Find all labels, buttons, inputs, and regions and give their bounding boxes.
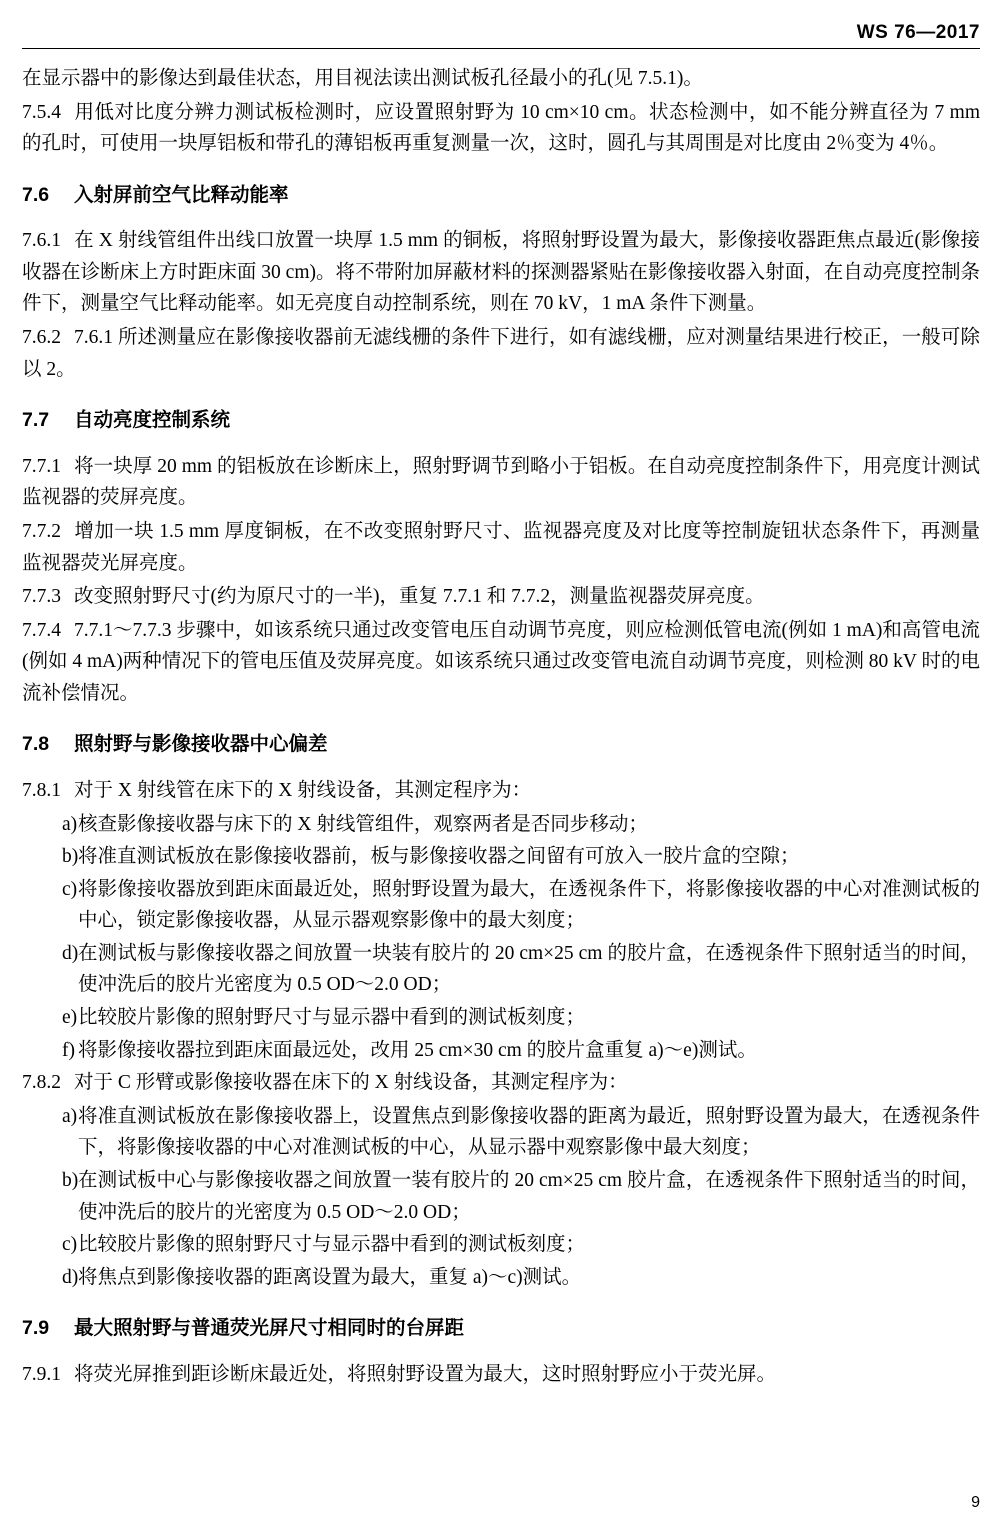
- header-divider: [22, 48, 980, 49]
- clause-7-8-1-text: 对于 X 射线管在床下的 X 射线设备，其测定程序为：: [74, 779, 532, 801]
- heading-7-6-text: 入射屏前空气比释动能率: [74, 183, 289, 206]
- clause-7-7-3-number: 7.7.3: [22, 586, 61, 608]
- clause-7-8-1: [22, 775, 980, 807]
- clause-7-6-2-text: 7.6.1 所述测量应在影像接收器前无滤线栅的条件下进行，如有滤线栅，应对测量结果进行校正，一般可除以 2。: [22, 327, 980, 380]
- list-item-text: 将影像接收器拉到距床面最远处，改用 25 cm×30 cm 的胶片盒重复 a)～e)测试。: [78, 1039, 757, 1061]
- list-item-label: f): [62, 1039, 75, 1061]
- clause-7-8-2-text: 对于 C 形臂或影像接收器在床下的 X 射线设备，其测定程序为：: [74, 1072, 628, 1094]
- list-item-label: d): [62, 942, 79, 964]
- heading-7-8-text: 照射野与影像接收器中心偏差: [74, 733, 328, 756]
- heading-7-7: [22, 405, 980, 437]
- heading-7-7-text: 自动亮度控制系统: [74, 409, 231, 432]
- list-item-label: d): [62, 1266, 79, 1288]
- list-item-text: 将准直测试板放在影像接收器前，板与影像接收器之间留有可放入一胶片盒的空隙；: [78, 846, 800, 868]
- list-item-label: b): [62, 1169, 79, 1191]
- clause-7-7-4-number: 7.7.4: [22, 619, 61, 641]
- carryover-paragraph: 在显示器中的影像达到最佳状态，用目视法读出测试板孔径最小的孔(见 7.5.1)。: [22, 68, 703, 89]
- list-item: [22, 1101, 980, 1164]
- clause-7-9-1-text: 将荧光屏推到距诊断床最近处，将照射野设置为最大，这时照射野应小于荧光屏。: [74, 1363, 777, 1385]
- page-header: [22, 0, 980, 46]
- list-item-label: a): [62, 1105, 78, 1127]
- list-item: [22, 1165, 980, 1228]
- list-item-label: c): [62, 1234, 78, 1256]
- clause-7-6-1-number: 7.6.1: [22, 230, 61, 252]
- heading-7-9-number: 7.9: [22, 1317, 50, 1340]
- list-item-text: 核查影像接收器与床下的 X 射线管组件，观察两者是否同步移动；: [78, 813, 648, 835]
- page-number: 9: [971, 1494, 980, 1511]
- clause-7-7-1-number: 7.7.1: [22, 455, 61, 477]
- clause-7-9-1-number: 7.9.1: [22, 1363, 61, 1385]
- clause-7-7-3: [22, 581, 980, 613]
- clause-7-7-1-text: 将一块厚 20 mm 的铝板放在诊断床上，照射野调节到略小于铝板。在自动亮度控制条件下，用亮度计测试监视器的荧屏亮度。: [22, 455, 980, 509]
- list-item: [22, 1035, 980, 1067]
- list-item-text: 比较胶片影像的照射野尺寸与显示器中看到的测试板刻度；: [78, 1234, 586, 1256]
- clause-7-7-4-text: 7.7.1～7.7.3 步骤中，如该系统只通过改变管电压自动调节亮度，则应检测低管电流(例如 1 mA)和高管电流(例如 4 mA)两种情况下的管电压值及荧屏亮度。如该系统只通过改变管电流自动调节亮度，则检测 80 kV 时的电流补偿情况。: [22, 619, 980, 704]
- clause-7-7-4: [22, 615, 980, 710]
- list-item-label: b): [62, 846, 79, 868]
- clause-7-8-2: [22, 1067, 980, 1099]
- list-item: [22, 1229, 980, 1261]
- list-item-text: 在测试板与影像接收器之间放置一块装有胶片的 20 cm×25 cm 的胶片盒，在透视条件下照射适当的时间，使冲洗后的胶片光密度为 0.5 OD～2.0 OD；: [78, 942, 980, 996]
- clause-7-5-4-number: 7.5.4: [22, 101, 61, 123]
- standard-number: WS 76—2017: [856, 22, 980, 43]
- clause-7-7-3-text: 改变照射野尺寸(约为原尺寸的一半)，重复 7.7.1 和 7.7.2，测量监视器荧屏亮度。: [74, 586, 765, 608]
- heading-7-7-number: 7.7: [22, 409, 50, 432]
- list-item: [22, 938, 980, 1001]
- heading-7-6: [22, 180, 980, 212]
- clause-7-7-2-text: 增加一块 1.5 mm 厚度铜板，在不改变照射野尺寸、监视器亮度及对比度等控制旋钮状态条件下，再测量监视器荧光屏亮度。: [22, 520, 980, 574]
- heading-7-6-number: 7.6: [22, 183, 50, 206]
- list-item-text: 将准直测试板放在影像接收器上，设置焦点到影像接收器的距离为最近，照射野设置为最大，在透视条件下，将影像接收器的中心对准测试板的中心，从显示器中观察影像中最大刻度；: [78, 1105, 980, 1159]
- list-item: [22, 1002, 980, 1034]
- heading-7-8: [22, 729, 980, 761]
- clause-7-7-2-number: 7.7.2: [22, 520, 61, 542]
- list-item: [22, 841, 980, 873]
- clause-7-8-2-number: 7.8.2: [22, 1072, 61, 1094]
- list-item: [22, 1262, 980, 1294]
- document-body: [22, 63, 980, 1390]
- heading-7-8-number: 7.8: [22, 733, 50, 756]
- clause-7-6-1: [22, 225, 980, 320]
- heading-7-9-text: 最大照射野与普通荧光屏尺寸相同时的台屏距: [74, 1317, 465, 1340]
- clause-7-6-2-number: 7.6.2: [22, 327, 61, 349]
- clause-7-5-4: [22, 97, 980, 160]
- clause-7-7-1: [22, 451, 980, 514]
- list-item: [22, 874, 980, 937]
- list-item: [22, 809, 980, 841]
- clause-7-5-4-text: 用低对比度分辨力测试板检测时，应设置照射野为 10 cm×10 cm。状态检测中，如不能分辨直径为 7 mm 的孔时，可使用一块厚铝板和带孔的薄铝板再重复测量一次，这时，圆孔与其周围是对比度由 2％变为 4％。: [22, 101, 980, 155]
- list-item-text: 将焦点到影像接收器的距离设置为最大，重复 a)～c)测试。: [78, 1266, 582, 1288]
- list-item-label: a): [62, 813, 78, 835]
- list-7-8-1: [22, 809, 980, 1067]
- clause-7-6-2: [22, 322, 980, 385]
- clause-7-9-1: [22, 1359, 980, 1391]
- list-item-label: e): [62, 1007, 78, 1029]
- list-item-label: c): [62, 878, 78, 900]
- list-item-text: 在测试板中心与影像接收器之间放置一装有胶片的 20 cm×25 cm 胶片盒，在透视条件下照射适当的时间，使冲洗后的胶片的光密度为 0.5 OD～2.0 OD；: [78, 1169, 980, 1223]
- clause-7-8-1-number: 7.8.1: [22, 779, 61, 801]
- list-item-text: 比较胶片影像的照射野尺寸与显示器中看到的测试板刻度；: [78, 1007, 586, 1029]
- clause-7-7-2: [22, 516, 980, 579]
- clause-7-6-1-text: 在 X 射线管组件出线口放置一块厚 1.5 mm 的铜板，将照射野设置为最大，影像接收器距焦点最近(影像接收器在诊断床上方时距床面 30 cm)。将不带附加屏蔽材料的探测器紧贴在影像接收器入射面，在自动亮度控制条件下，测量空气比释动能率。如无亮度自动控制系统，则在 70 kV，1 mA 条件下测量。: [22, 230, 980, 315]
- heading-7-9: [22, 1313, 980, 1345]
- list-7-8-2: [22, 1101, 980, 1293]
- list-item-text: 将影像接收器放到距床面最近处，照射野设置为最大，在透视条件下，将影像接收器的中心对准测试板的中心，锁定影像接收器，从显示器观察影像中的最大刻度；: [78, 878, 980, 932]
